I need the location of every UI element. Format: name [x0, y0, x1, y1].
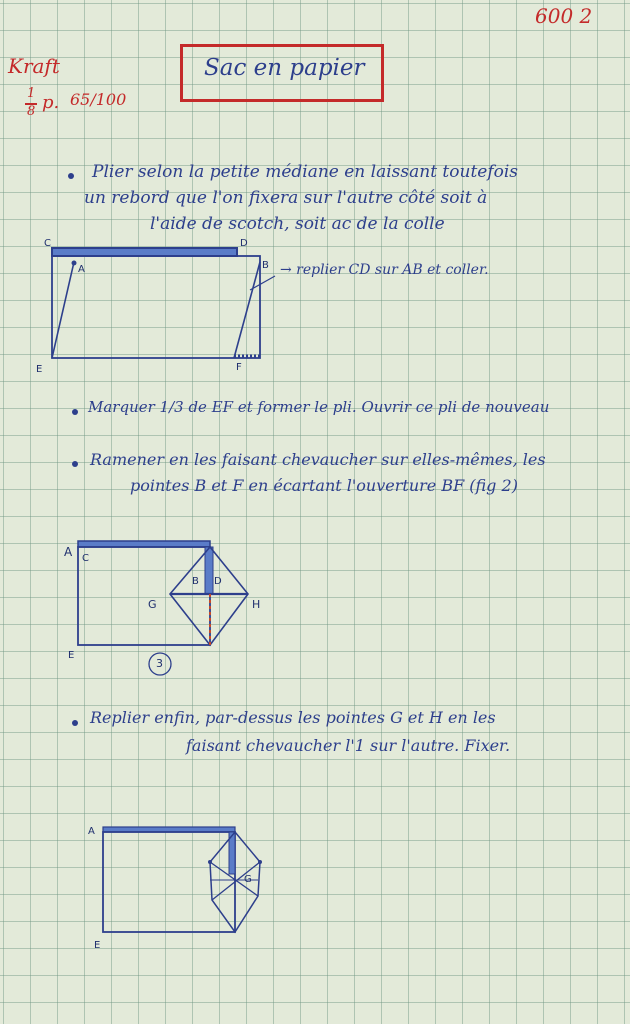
- fig3-label-e: E: [94, 940, 101, 951]
- step-1-line-3: l'aide de scotch, soit ac de la colle: [150, 214, 445, 234]
- figure-2-number: 3: [156, 657, 163, 670]
- step-4-line-2: faisant chevaucher l'1 sur l'autre. Fixer.: [186, 736, 511, 755]
- fig1-label-a: A: [78, 264, 85, 275]
- fig1-label-f: F: [236, 362, 242, 373]
- material-label: Kraft: [8, 54, 60, 78]
- fig1-label-e: E: [36, 364, 43, 375]
- fig1-label-d: D: [240, 238, 248, 249]
- step-3-line-1: Ramener en les faisant chevaucher sur elles-mêmes, les: [90, 450, 546, 469]
- fraction-denominator: 8: [27, 104, 36, 119]
- figure-1-note: → replier CD sur AB et coller.: [280, 262, 489, 278]
- step-2-line-1: Marquer 1/3 de EF et former le pli. Ouvrir ce pli de nouveau: [88, 398, 550, 416]
- fig3-label-a: A: [88, 826, 95, 837]
- fig2-label-d: D: [214, 576, 222, 587]
- page-title: Sac en papier: [204, 55, 365, 81]
- fig2-label-g: G: [148, 598, 157, 611]
- page-number: 600 2: [535, 4, 593, 28]
- fig1-label-b: B: [262, 260, 269, 271]
- fig3-label-g: G: [244, 874, 252, 885]
- fig2-label-e: E: [68, 650, 75, 661]
- fig1-label-c: C: [44, 238, 51, 249]
- fraction-suffix: p.: [42, 92, 60, 113]
- fig2-label-a: A: [64, 545, 73, 559]
- fig2-label-c: C: [82, 553, 89, 564]
- step-1-line-1: Plier selon la petite médiane en laissant toutefois: [92, 162, 519, 182]
- step-3-line-2: pointes B et F en écartant l'ouverture BF (fig 2): [130, 476, 518, 495]
- fraction-numerator: 1: [27, 86, 36, 101]
- size-label: 65/100: [70, 90, 127, 109]
- fig2-label-b: B: [192, 576, 199, 587]
- fig2-label-h: H: [252, 598, 261, 611]
- step-1-line-2: un rebord que l'on fixera sur l'autre côté soit à: [84, 188, 488, 208]
- step-4-line-1: Replier enfin, par-dessus les pointes G et H en les: [90, 708, 496, 727]
